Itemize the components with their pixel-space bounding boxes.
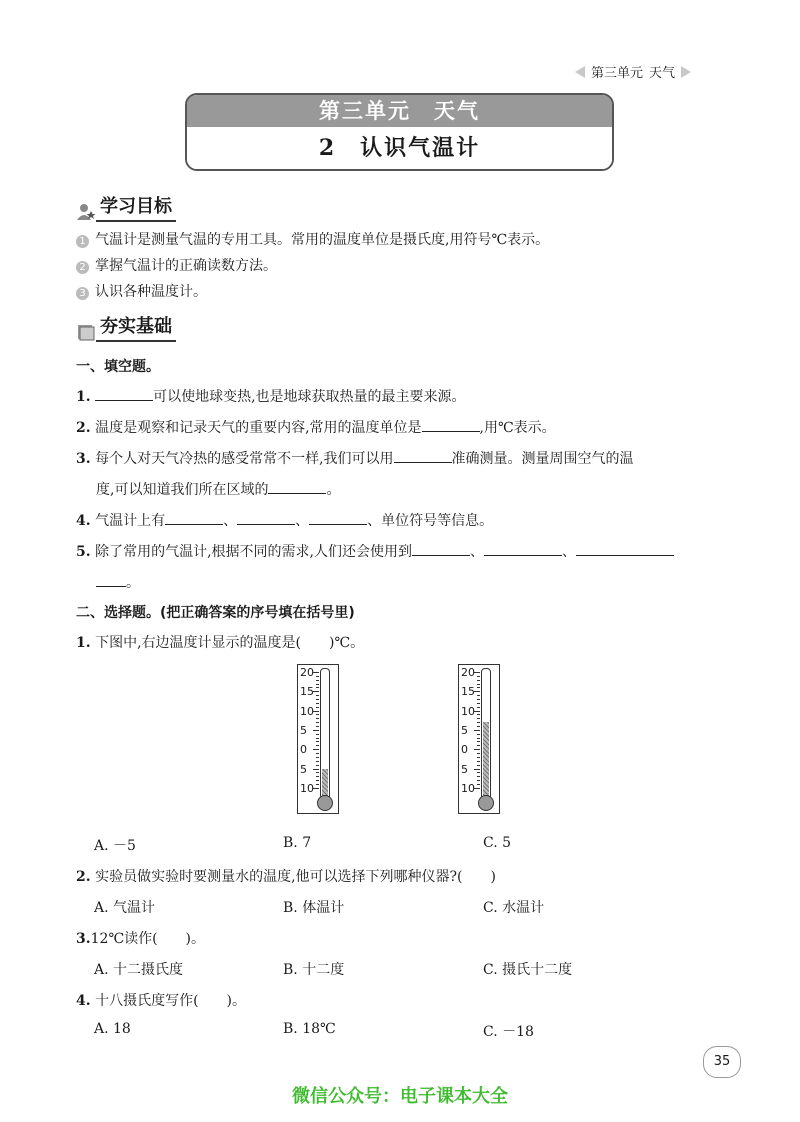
- scale-tick: [316, 738, 319, 739]
- scale-tick: [477, 722, 480, 723]
- unit-title: 第三单元 天气: [187, 95, 612, 127]
- option-c[interactable]: C. 摄氏十二度: [483, 962, 573, 978]
- fill-question-4: 4. 气温计上有 、 、 、单位符号等信息。: [76, 513, 494, 529]
- answer-blank[interactable]: [95, 388, 153, 401]
- scale-tick: [474, 711, 480, 712]
- scale-tick: [477, 699, 480, 700]
- option-a[interactable]: A. 18: [94, 1021, 131, 1037]
- scale-label: 20: [461, 666, 475, 679]
- scale-tick: [316, 741, 319, 742]
- option-a[interactable]: A. －5: [94, 838, 136, 854]
- scale-tick: [477, 703, 480, 704]
- scale-tick: [477, 684, 480, 685]
- scale-tick: [477, 772, 480, 773]
- choice-question-1: 1. 下图中,右边温度计显示的温度是( )℃。: [76, 635, 365, 651]
- scale-tick: [316, 687, 319, 688]
- scale-tick: [477, 745, 480, 746]
- scale-tick: [313, 769, 319, 770]
- scale-tick: [474, 749, 480, 750]
- scale-tick: [477, 714, 480, 715]
- scale-tick: [316, 699, 319, 700]
- scale-tick: [477, 761, 480, 762]
- scale-tick: [316, 714, 319, 715]
- option-a[interactable]: A. 十二摄氏度: [94, 962, 184, 978]
- thermometer-bulb: [317, 795, 333, 811]
- option-b[interactable]: B. 十二度: [283, 962, 345, 978]
- scale-label: 10: [461, 781, 475, 795]
- scale-tick: [316, 780, 319, 781]
- scale-label: 10: [300, 704, 314, 718]
- scale-label: 5: [461, 723, 468, 737]
- scale-tick: [316, 676, 319, 677]
- scale-label: 15: [300, 685, 314, 699]
- scale-tick: [477, 726, 480, 727]
- scale-tick: [316, 753, 319, 754]
- scale-tick: [477, 776, 480, 777]
- scale-tick: [313, 691, 319, 692]
- scale-tick: [477, 734, 480, 735]
- scale-tick: [316, 722, 319, 723]
- scale-tick: [316, 745, 319, 746]
- scale-tick: [316, 761, 319, 762]
- answer-blank[interactable]: [237, 512, 295, 525]
- scale-tick: [477, 680, 480, 681]
- header-unit: 第三单元: [591, 66, 644, 81]
- scale-tick: [316, 703, 319, 704]
- thermometer-bulb: [478, 795, 494, 811]
- option-c[interactable]: C. 水温计: [483, 900, 545, 916]
- scale-tick: [477, 784, 480, 785]
- scale-tick: [316, 784, 319, 785]
- answer-blank[interactable]: [268, 481, 326, 494]
- scale-tick: [316, 695, 319, 696]
- scale-tick: [474, 672, 480, 673]
- scale-tick: [477, 780, 480, 781]
- choice-question-3: 3.12℃读作( )。: [76, 931, 206, 947]
- scale-tick: [316, 684, 319, 685]
- scale-tick: [477, 741, 480, 742]
- option-a[interactable]: A. 气温计: [94, 900, 156, 916]
- option-c[interactable]: C. 5: [483, 835, 512, 851]
- scale-tick: [477, 687, 480, 688]
- scale-tick: [474, 788, 480, 789]
- scale-tick: [477, 757, 480, 758]
- scale-tick: [474, 730, 480, 731]
- scale-tick: [477, 695, 480, 696]
- scale-tick: [477, 765, 480, 766]
- answer-blank[interactable]: [576, 543, 674, 556]
- scale-tick: [474, 769, 480, 770]
- scale-label: 5: [300, 762, 307, 776]
- scale-label: 5: [461, 762, 468, 776]
- answer-blank[interactable]: [484, 543, 562, 556]
- fill-question-5: 5. 除了常用的气温计,根据不同的需求,人们还会使用到 、 、: [76, 541, 674, 561]
- goal-item: 3 认识各种温度计。: [76, 281, 207, 301]
- option-b[interactable]: B. 18℃: [283, 1021, 336, 1037]
- triangle-left-icon: [575, 66, 585, 78]
- scale-label: 10: [300, 781, 314, 795]
- scale-label: 10: [461, 704, 475, 718]
- scale-tick: [477, 676, 480, 677]
- scale-tick: [313, 788, 319, 789]
- scale-tick: [316, 765, 319, 766]
- scale-tick: [313, 749, 319, 750]
- fill-question-3: 3. 每个人对天气冷热的感受常常不一样,我们可以用 准确测量。测量周围空气的温: [76, 451, 634, 467]
- triangle-right-icon: [681, 66, 691, 78]
- scale-label: 0: [300, 743, 307, 757]
- title-box: [185, 93, 614, 171]
- fill-question-5-cont: 。: [96, 572, 140, 592]
- option-c[interactable]: C. －18: [483, 1024, 534, 1040]
- goal-item: 2 掌握气温计的正确读数方法。: [76, 255, 277, 275]
- book-icon: [76, 322, 96, 342]
- fill-question-2: 2. 温度是观察和记录天气的重要内容,常用的温度单位是 ,用℃表示。: [76, 420, 556, 436]
- thermometer-right: [458, 664, 500, 814]
- fill-heading: 一、填空题。: [76, 359, 160, 375]
- scale-tick: [316, 707, 319, 708]
- scale-tick: [477, 753, 480, 754]
- answer-blank[interactable]: [412, 543, 470, 556]
- answer-blank[interactable]: [422, 419, 480, 432]
- thermometer-left: [297, 664, 339, 814]
- scale-label: 5: [300, 723, 307, 737]
- answer-blank[interactable]: [165, 512, 223, 525]
- choice-heading: 二、选择题。(把正确答案的序号填在括号里): [76, 605, 355, 621]
- fill-question-1: 1. 可以使地球变热,也是地球获取热量的最主要来源。: [76, 389, 466, 405]
- fill-question-3-cont: 度,可以知道我们所在区域的 。: [96, 482, 341, 498]
- scale-tick: [313, 672, 319, 673]
- scale-tick: [316, 726, 319, 727]
- scale-tick: [316, 718, 319, 719]
- scale-tick: [316, 757, 319, 758]
- liquid-column: [483, 722, 489, 799]
- scale-tick: [316, 776, 319, 777]
- answer-blank[interactable]: [394, 450, 452, 463]
- scale-tick: [316, 772, 319, 773]
- option-b[interactable]: B. 7: [283, 835, 312, 851]
- scale-tick: [477, 718, 480, 719]
- scale-tick: [477, 738, 480, 739]
- option-b[interactable]: B. 体温计: [283, 900, 345, 916]
- choice-question-2: 2. 实验员做实验时要测量水的温度,他可以选择下列哪种仪器?( ): [76, 869, 496, 885]
- header-topic: 天气: [649, 66, 676, 81]
- lesson-title: 2 认识气温计: [187, 127, 612, 169]
- basics-heading: 夯实基础: [76, 312, 176, 342]
- page-number: 35: [703, 1046, 741, 1078]
- choice-question-4: 4. 十八摄氏度写作( )。: [76, 993, 247, 1009]
- footer-watermark: 微信公众号：电子课本大全: [292, 1086, 508, 1107]
- running-header: [575, 62, 691, 81]
- scale-tick: [316, 680, 319, 681]
- scale-label: 0: [461, 743, 468, 757]
- goal-item: 1 气温计是测量气温的专用工具。常用的温度单位是摄氏度,用符号℃表示。: [76, 229, 549, 249]
- scale-label: 15: [461, 685, 475, 699]
- scale-tick: [474, 691, 480, 692]
- answer-blank[interactable]: [96, 574, 126, 587]
- answer-blank[interactable]: [309, 512, 367, 525]
- scale-tick: [313, 730, 319, 731]
- scale-tick: [316, 734, 319, 735]
- people-icon: [76, 202, 96, 222]
- scale-tick: [313, 711, 319, 712]
- scale-tick: [477, 707, 480, 708]
- goals-heading: 学习目标: [76, 192, 176, 222]
- scale-label: 20: [300, 666, 314, 679]
